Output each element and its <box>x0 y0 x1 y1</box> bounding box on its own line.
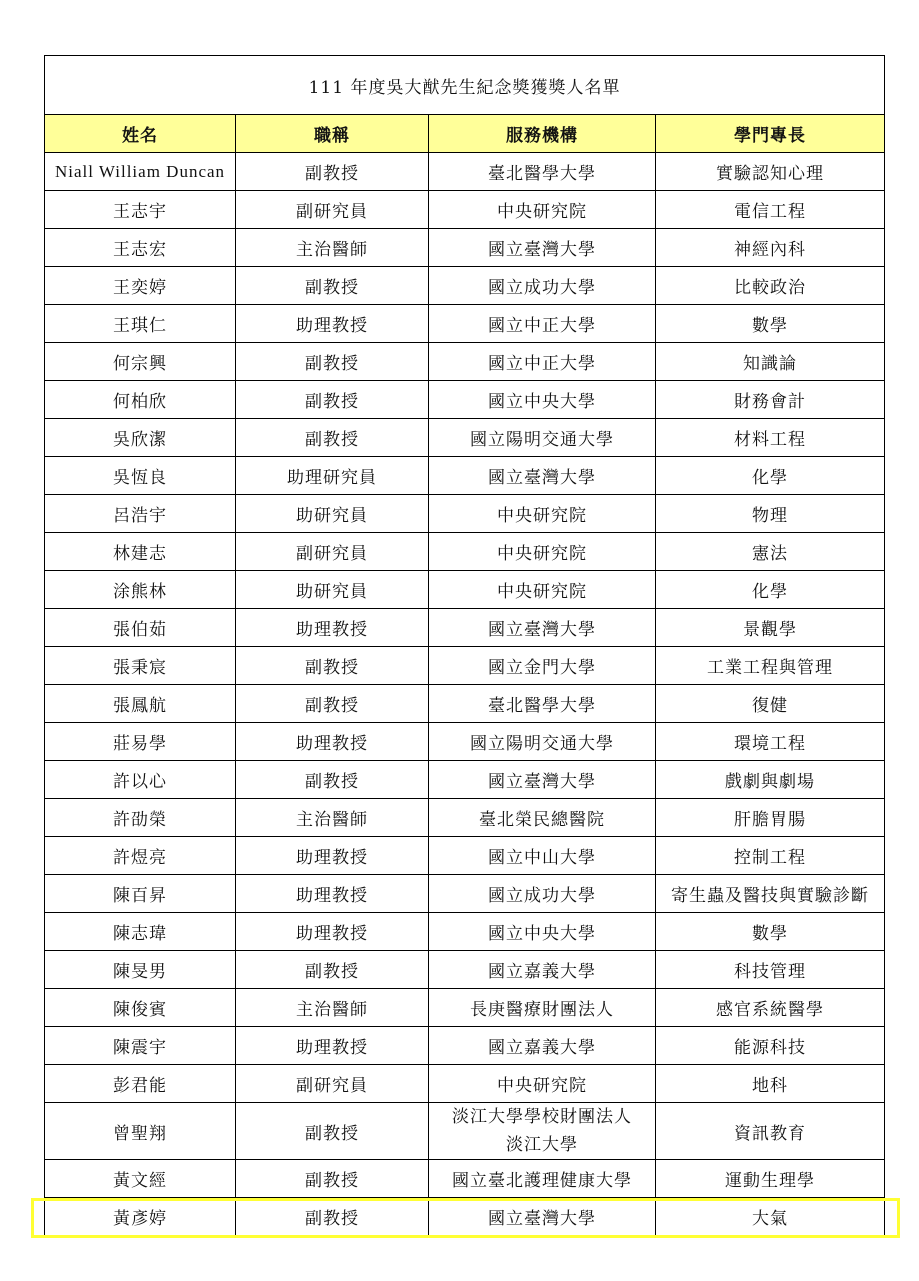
table-row <box>45 723 885 761</box>
table-row <box>45 305 885 343</box>
cell-org: 國立中正大學 <box>429 305 656 343</box>
cell-field: 知識論 <box>656 343 885 381</box>
cell-title: 副教授 <box>236 343 429 381</box>
table-row <box>45 457 885 495</box>
cell-org: 臺北醫學大學 <box>429 685 656 723</box>
cell-org: 國立成功大學 <box>429 875 656 913</box>
cell-field: 戲劇與劇場 <box>656 761 885 799</box>
cell-name: 陳俊賓 <box>45 989 236 1027</box>
cell-name: 黃彥婷 <box>45 1198 236 1236</box>
cell-title: 助理教授 <box>236 837 429 875</box>
cell-name: 林建志 <box>45 533 236 571</box>
table-row <box>45 685 885 723</box>
cell-org: 國立中山大學 <box>429 837 656 875</box>
cell-name: 張秉宸 <box>45 647 236 685</box>
cell-org: 國立成功大學 <box>429 267 656 305</box>
table-row <box>45 343 885 381</box>
cell-field: 資訊教育 <box>656 1103 885 1160</box>
table-row <box>45 989 885 1027</box>
cell-name: 許以心 <box>45 761 236 799</box>
cell-name: 王志宏 <box>45 229 236 267</box>
column-header-org: 服務機構 <box>429 115 656 153</box>
cell-title: 副教授 <box>236 951 429 989</box>
cell-title: 副教授 <box>236 381 429 419</box>
table-row <box>45 153 885 191</box>
cell-title: 主治醫師 <box>236 229 429 267</box>
cell-field: 物理 <box>656 495 885 533</box>
cell-field: 神經內科 <box>656 229 885 267</box>
cell-title: 副教授 <box>236 419 429 457</box>
cell-title: 助理教授 <box>236 1027 429 1065</box>
cell-title: 助理教授 <box>236 305 429 343</box>
cell-name: 陳志瑋 <box>45 913 236 951</box>
cell-field: 控制工程 <box>656 837 885 875</box>
table-row <box>45 799 885 837</box>
cell-org: 國立陽明交通大學 <box>429 723 656 761</box>
cell-field: 寄生蟲及醫技與實驗診斷 <box>656 875 885 913</box>
cell-title: 副教授 <box>236 1103 429 1160</box>
table-row <box>45 609 885 647</box>
cell-org: 國立臺灣大學 <box>429 609 656 647</box>
cell-title: 副教授 <box>236 647 429 685</box>
table-row <box>45 647 885 685</box>
cell-title: 助理教授 <box>236 723 429 761</box>
cell-name: 王琪仁 <box>45 305 236 343</box>
cell-field: 運動生理學 <box>656 1160 885 1198</box>
cell-title: 副教授 <box>236 267 429 305</box>
cell-name: 許劭榮 <box>45 799 236 837</box>
cell-org: 國立中央大學 <box>429 381 656 419</box>
cell-title: 副研究員 <box>236 191 429 229</box>
cell-title: 助研究員 <box>236 571 429 609</box>
table-row <box>45 495 885 533</box>
cell-field: 比較政治 <box>656 267 885 305</box>
cell-name: 何柏欣 <box>45 381 236 419</box>
cell-title: 副教授 <box>236 1160 429 1198</box>
cell-field: 實驗認知心理 <box>656 153 885 191</box>
cell-name: 涂熊林 <box>45 571 236 609</box>
cell-name: 陳旻男 <box>45 951 236 989</box>
cell-org: 中央研究院 <box>429 495 656 533</box>
cell-name: Niall William Duncan <box>45 153 236 191</box>
table-row <box>45 533 885 571</box>
cell-name: 呂浩宇 <box>45 495 236 533</box>
cell-title: 副教授 <box>236 1198 429 1236</box>
cell-org: 國立嘉義大學 <box>429 1027 656 1065</box>
cell-org <box>429 1103 656 1160</box>
cell-org: 國立陽明交通大學 <box>429 419 656 457</box>
cell-field: 復健 <box>656 685 885 723</box>
cell-org: 國立金門大學 <box>429 647 656 685</box>
award-table <box>44 55 885 1236</box>
cell-name: 彭君能 <box>45 1065 236 1103</box>
cell-org: 中央研究院 <box>429 1065 656 1103</box>
cell-name: 王奕婷 <box>45 267 236 305</box>
table-row <box>45 419 885 457</box>
cell-field: 數學 <box>656 305 885 343</box>
cell-title: 助研究員 <box>236 495 429 533</box>
cell-field: 憲法 <box>656 533 885 571</box>
column-header-name: 姓名 <box>45 115 236 153</box>
cell-field: 化學 <box>656 457 885 495</box>
cell-field: 電信工程 <box>656 191 885 229</box>
table-row <box>45 191 885 229</box>
cell-field: 能源科技 <box>656 1027 885 1065</box>
table-row <box>45 1065 885 1103</box>
cell-org: 臺北榮民總醫院 <box>429 799 656 837</box>
column-header-field: 學門專長 <box>656 115 885 153</box>
cell-field: 工業工程與管理 <box>656 647 885 685</box>
table-row <box>45 951 885 989</box>
cell-title: 助理研究員 <box>236 457 429 495</box>
cell-org: 國立臺灣大學 <box>429 229 656 267</box>
cell-org: 中央研究院 <box>429 533 656 571</box>
cell-name: 陳百昇 <box>45 875 236 913</box>
cell-title: 副教授 <box>236 153 429 191</box>
cell-name: 黃文經 <box>45 1160 236 1198</box>
cell-name: 曾聖翔 <box>45 1103 236 1160</box>
title-row <box>45 56 885 115</box>
cell-org-line: 淡江大學 <box>506 1135 578 1155</box>
cell-field: 環境工程 <box>656 723 885 761</box>
cell-field: 科技管理 <box>656 951 885 989</box>
table-row <box>45 571 885 609</box>
cell-name: 陳震宇 <box>45 1027 236 1065</box>
cell-org: 國立中正大學 <box>429 343 656 381</box>
cell-field: 材料工程 <box>656 419 885 457</box>
header-row <box>45 115 885 153</box>
table-row <box>45 1160 885 1198</box>
table-row <box>45 837 885 875</box>
cell-org: 國立嘉義大學 <box>429 951 656 989</box>
cell-name: 莊易學 <box>45 723 236 761</box>
cell-title: 助理教授 <box>236 875 429 913</box>
cell-field: 感官系統醫學 <box>656 989 885 1027</box>
cell-title: 主治醫師 <box>236 799 429 837</box>
cell-name: 王志宇 <box>45 191 236 229</box>
cell-org: 國立臺灣大學 <box>429 457 656 495</box>
cell-title: 副研究員 <box>236 1065 429 1103</box>
cell-title: 主治醫師 <box>236 989 429 1027</box>
table-row <box>45 267 885 305</box>
cell-title: 助理教授 <box>236 609 429 647</box>
table-row <box>45 1198 885 1236</box>
cell-org: 國立中央大學 <box>429 913 656 951</box>
cell-org: 國立臺灣大學 <box>429 761 656 799</box>
table-row <box>45 875 885 913</box>
cell-org-line: 淡江大學學校財團法人 <box>452 1107 632 1127</box>
table-row <box>45 381 885 419</box>
cell-name: 許煜亮 <box>45 837 236 875</box>
cell-field: 化學 <box>656 571 885 609</box>
cell-field: 財務會計 <box>656 381 885 419</box>
cell-org: 國立臺北護理健康大學 <box>429 1160 656 1198</box>
cell-field: 地科 <box>656 1065 885 1103</box>
table-row <box>45 1103 885 1160</box>
cell-field: 數學 <box>656 913 885 951</box>
cell-name: 張伯茹 <box>45 609 236 647</box>
cell-title: 副教授 <box>236 761 429 799</box>
cell-field: 大氣 <box>656 1198 885 1236</box>
cell-org: 中央研究院 <box>429 571 656 609</box>
column-header-title: 職稱 <box>236 115 429 153</box>
table-row <box>45 229 885 267</box>
cell-org: 臺北醫學大學 <box>429 153 656 191</box>
cell-field: 景觀學 <box>656 609 885 647</box>
table-title: 111 年度吳大猷先生紀念獎獲獎人名單 <box>45 56 885 115</box>
cell-org: 長庚醫療財團法人 <box>429 989 656 1027</box>
cell-field: 肝膽胃腸 <box>656 799 885 837</box>
cell-name: 吳欣潔 <box>45 419 236 457</box>
table-row <box>45 761 885 799</box>
table-row <box>45 913 885 951</box>
cell-title: 副研究員 <box>236 533 429 571</box>
cell-title: 助理教授 <box>236 913 429 951</box>
cell-org: 國立臺灣大學 <box>429 1198 656 1236</box>
cell-name: 何宗興 <box>45 343 236 381</box>
cell-org: 中央研究院 <box>429 191 656 229</box>
table-row <box>45 1027 885 1065</box>
cell-title: 副教授 <box>236 685 429 723</box>
cell-name: 張鳳航 <box>45 685 236 723</box>
cell-name: 吳恆良 <box>45 457 236 495</box>
